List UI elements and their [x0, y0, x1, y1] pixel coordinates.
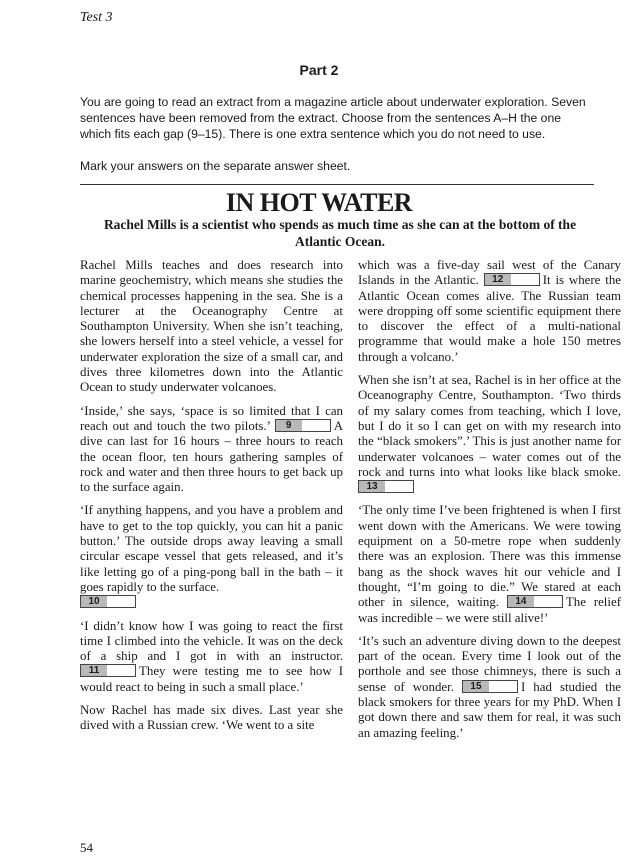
divider-rule	[80, 184, 594, 185]
part-title: Part 2	[299, 62, 339, 78]
article-column-left	[80, 258, 343, 742]
test-label: Test 3	[80, 10, 113, 25]
article-standfirst: Rachel Mills is a scientist who spends as much time as she can at the bottom of the Atlantic Ocean.	[103, 217, 577, 249]
gap-number: 10	[81, 596, 107, 607]
article-paragraph	[358, 258, 621, 365]
paragraph-text: It is where the Atlantic Ocean comes alive. The Russian team were dropping off some scientific equipment there to discover the effect of a multi-national programme that would make a hole 150 metres through a volcano.’	[358, 273, 621, 364]
gap-number: 15	[463, 681, 489, 692]
paragraph-text: ‘Inside,’ she says, ‘space is so limited that I can reach out and touch the two pilots.’	[80, 403, 343, 433]
paragraph-text: ‘It’s such an adventure diving down to the deepest part of the ocean. Every time I look out of the porthole and see those chimneys, there is such a sense of wonder.	[358, 633, 621, 694]
gap-number: 12	[485, 274, 511, 285]
article-column-right	[358, 258, 621, 749]
paragraph-text: The relief was incredible – we were still alive!’	[358, 595, 621, 625]
paragraph-text: ‘I didn’t know how I was going to react the first time I climbed into the vehicle. It was on the deck of a ship and I got in with an instructor.	[80, 618, 343, 664]
gap-number: 11	[81, 665, 107, 676]
gap-10	[80, 595, 136, 608]
article-paragraph	[80, 404, 343, 496]
paragraph-text: They were testing me to see how I would react to being in such a small place.’	[80, 664, 343, 694]
paragraph-text: When she isn’t at sea, Rachel is in her office at the Oceanography Centre, Southampton. ‘Two thirds of my salary comes from teaching, which I love, but I do it so I can get on with my research into the “black smokers”.’ This is just another name for underwater volcanoes – water comes out of the rock and turns into what looks like black smoke.	[358, 373, 621, 479]
paragraph-text: A dive can last for 16 hours – three hours to reach the ocean floor, ten hours gathering samples of rock and water and then three hours to get back up to the surface again.	[80, 418, 343, 495]
gap-15	[462, 680, 518, 693]
gap-12	[484, 273, 540, 286]
page-number: 54	[80, 840, 93, 855]
gap-13	[358, 480, 414, 493]
instructions-paragraph: You are going to read an extract from a magazine article about underwater exploration. Seven sentences have been removed from the extract. Choose from the sentences A–H the one which fits each gap (9–15). There is one extra sentence which you do not need to use.	[80, 95, 586, 141]
article-headline: IN HOT WATER	[225, 188, 413, 217]
gap-9	[275, 419, 331, 432]
article-paragraph	[358, 373, 621, 495]
article-paragraph: Now Rachel has made six dives. Last year she dived with a Russian crew. ‘We went to a site	[80, 703, 343, 733]
gap-14	[507, 595, 563, 608]
gap-number: 13	[359, 481, 385, 492]
paragraph-text: I had studied the black smokers for three years for my PhD. When I got down there and saw them for real, it was such an amazing feeling.’	[358, 679, 621, 740]
article-paragraph: Rachel Mills teaches and does research into marine geochemistry, which means she studies the chemical processes happening in the sea. She is a lecturer at the Oceanography Centre at Southampton University. When she isn’t teaching, she lowers herself into a steel vehicle, a vessel for underwater exploration the size of a small car, and dives three kilometres down into the Atlantic Ocean to study underwater volcanoes.	[80, 258, 343, 395]
paragraph-text: ‘If anything happens, and you have a problem and have to get to the top quickly, you can hit a panic button.’ The outside drops away leaving a small circular escape vessel that gets released, and it’s like letting go of a ping-pong ball in the bath – it goes rapidly to the surface.	[80, 503, 343, 594]
gap-number: 14	[508, 596, 534, 607]
article-paragraph	[358, 634, 621, 741]
answer-sheet-instruction: Mark your answers on the separate answer sheet.	[80, 159, 351, 173]
paragraph-text: ‘The only time I’ve been frightened is when I first went down with the Americans. We were towing equipment on a 50-metre rope when suddenly there was an explosion. There was this immense bang as the shock waves hit our vehicle and I thought, “I’m going to die.” We stared at each other in silence, waiting.	[358, 503, 621, 610]
gap-11	[80, 664, 136, 677]
paragraph-text: which was a five-day sail west of the Canary Islands in the Atlantic.	[358, 258, 621, 288]
article-paragraph	[358, 503, 621, 625]
article-paragraph	[80, 619, 343, 695]
article-paragraph	[80, 503, 343, 610]
gap-number: 9	[276, 420, 302, 431]
